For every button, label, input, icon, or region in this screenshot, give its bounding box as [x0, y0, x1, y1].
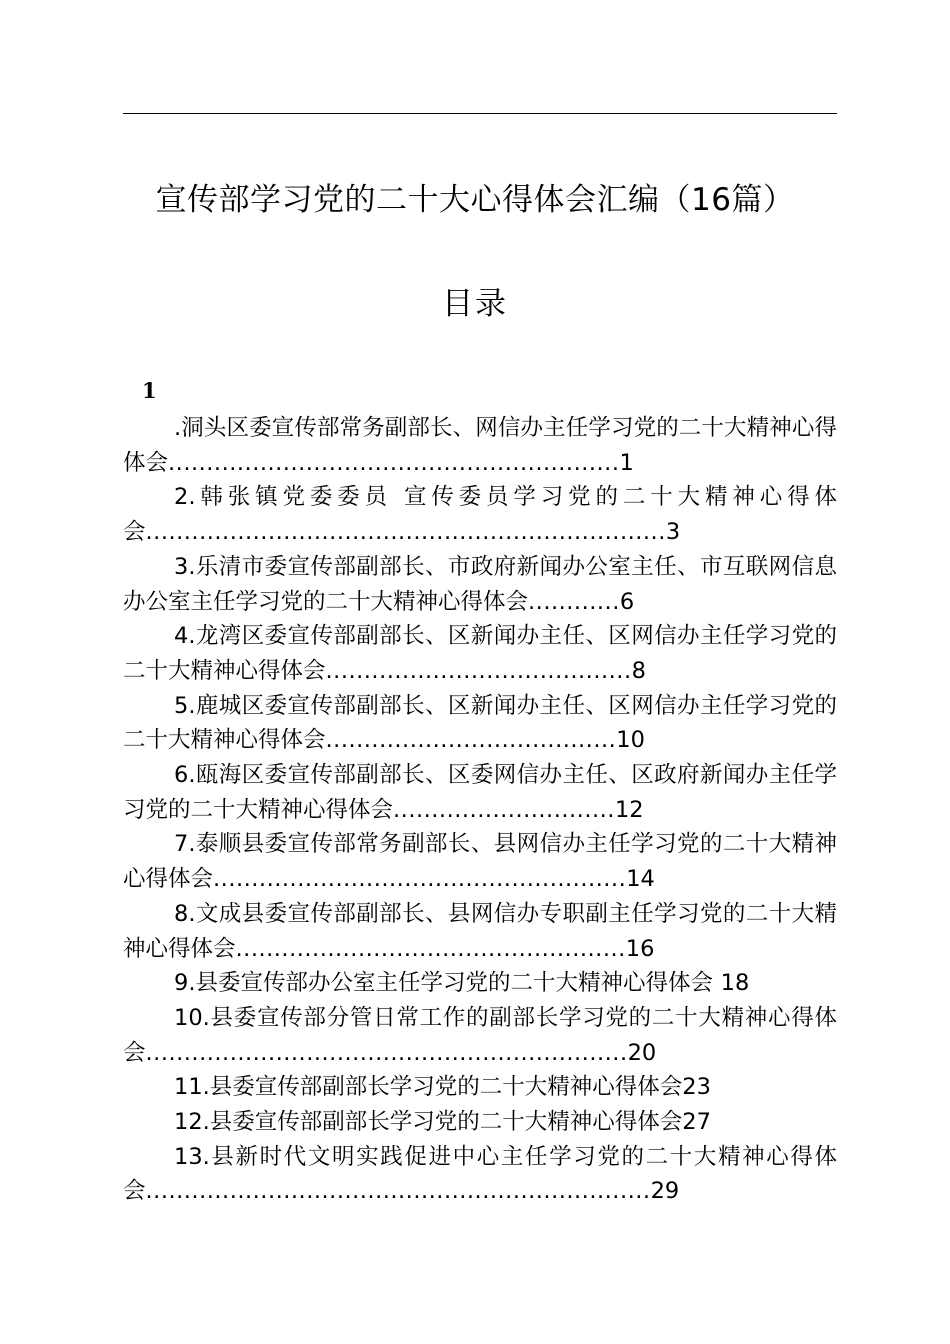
toc-entry-leader: ........................................ [325, 657, 632, 684]
toc-entry[interactable] [123, 827, 837, 896]
toc-entry-leader: ...................................... [325, 727, 617, 754]
toc-entry-title: 13.县新时代文明实践促进中心主任学习党的二十大精神心得体会 [123, 1143, 837, 1205]
toc-entry[interactable] [123, 758, 837, 827]
toc-entry[interactable] [123, 480, 837, 549]
toc-entry-leader [713, 970, 721, 996]
toc-entry-leader: ............ [528, 588, 620, 615]
toc-entry[interactable] [123, 411, 837, 480]
toc-entry-page: 14 [626, 866, 655, 893]
toc-entry[interactable] [123, 1001, 837, 1070]
toc-entry-title: 12.县委宣传部副部长学习党的二十大精神心得体会 [174, 1109, 683, 1136]
toc-entry[interactable] [123, 1140, 837, 1209]
toc-entry[interactable] [123, 550, 837, 619]
toc-entry-page: 8 [631, 657, 646, 684]
toc-entry[interactable] [123, 689, 837, 758]
toc-entry-page: 16 [625, 935, 655, 962]
toc-entry-title: 7.泰顺县委宣传部常务副部长、县网信办主任学习党的二十大精神心得体会 [123, 831, 837, 893]
toc-entry[interactable] [123, 1105, 837, 1140]
toc-entry-page: 18 [720, 970, 750, 997]
toc-entry-page: 1 [619, 449, 634, 476]
toc-entry-title: 4.龙湾区委宣传部副部长、区新闻办主任、区网信办主任学习党的二十大精神心得体会 [123, 623, 837, 684]
toc-entry-leader: ................................................... [235, 935, 626, 962]
toc-entry-page: 29 [650, 1178, 680, 1205]
toc-entry-leader: .................................................................... [145, 519, 666, 546]
toc-entry-title: 9.县委宣传部办公室主任学习党的二十大精神心得体会 [174, 970, 713, 997]
toc-entry[interactable] [123, 619, 837, 688]
toc-entry-number-marker: 1 [142, 378, 157, 403]
toc-entry-title: .洞头区委宣传部常务副部长、网信办主任学习党的二十大精神心得体会 [123, 415, 837, 476]
toc-entry-page: 3 [665, 519, 681, 546]
toc-entry-page: 6 [619, 588, 635, 615]
toc-entry-page: 12 [614, 796, 644, 823]
toc-entry-leader: ........................................................... [168, 449, 620, 476]
toc-entry-title: 5.鹿城区委宣传部副部长、区新闻办主任、区网信办主任学习党的二十大精神心得体会 [123, 692, 837, 754]
toc-entry-title: 8.文成县委宣传部副部长、县网信办专职副主任学习党的二十大精神心得体会 [123, 900, 837, 962]
toc-entry-leader: ............................. [393, 796, 615, 823]
table-of-contents [123, 411, 837, 1209]
toc-entry-page: 20 [627, 1039, 657, 1066]
header-rule [123, 113, 837, 114]
toc-entry[interactable] [123, 897, 837, 966]
toc-entry-page: 10 [616, 727, 645, 754]
toc-entry-page: 27 [682, 1109, 711, 1136]
toc-entry[interactable] [123, 1070, 837, 1105]
toc-entry-leader: ............................................................... [145, 1039, 628, 1066]
document-title: 宣传部学习党的二十大心得体会汇编（16篇） [155, 182, 795, 218]
toc-entry-title: 11.县委宣传部副部长学习党的二十大精神心得体会 [174, 1074, 683, 1101]
toc-entry[interactable] [123, 966, 837, 1001]
toc-entry-title: 6.瓯海区委宣传部副部长、区委网信办主任、区政府新闻办主任学习党的二十大精神心得体会 [123, 762, 837, 823]
toc-heading: 目录 [442, 286, 508, 322]
toc-entry-title: 3.乐清市委宣传部副部长、市政府新闻办公室主任、市互联网信息办公室主任学习党的二十大精神心得体会 [123, 553, 837, 615]
toc-entry-leader: .................................................................. [145, 1178, 651, 1205]
toc-entry-title: 10.县委宣传部分管日常工作的副部长学习党的二十大精神心得体会 [123, 1004, 837, 1066]
toc-entry-leader: ...................................................... [213, 866, 627, 893]
toc-entry-page: 23 [682, 1074, 711, 1101]
toc-entry-title: 2.韩张镇党委委员 宣传委员学习党的二十大精神心得体会 [123, 484, 837, 546]
